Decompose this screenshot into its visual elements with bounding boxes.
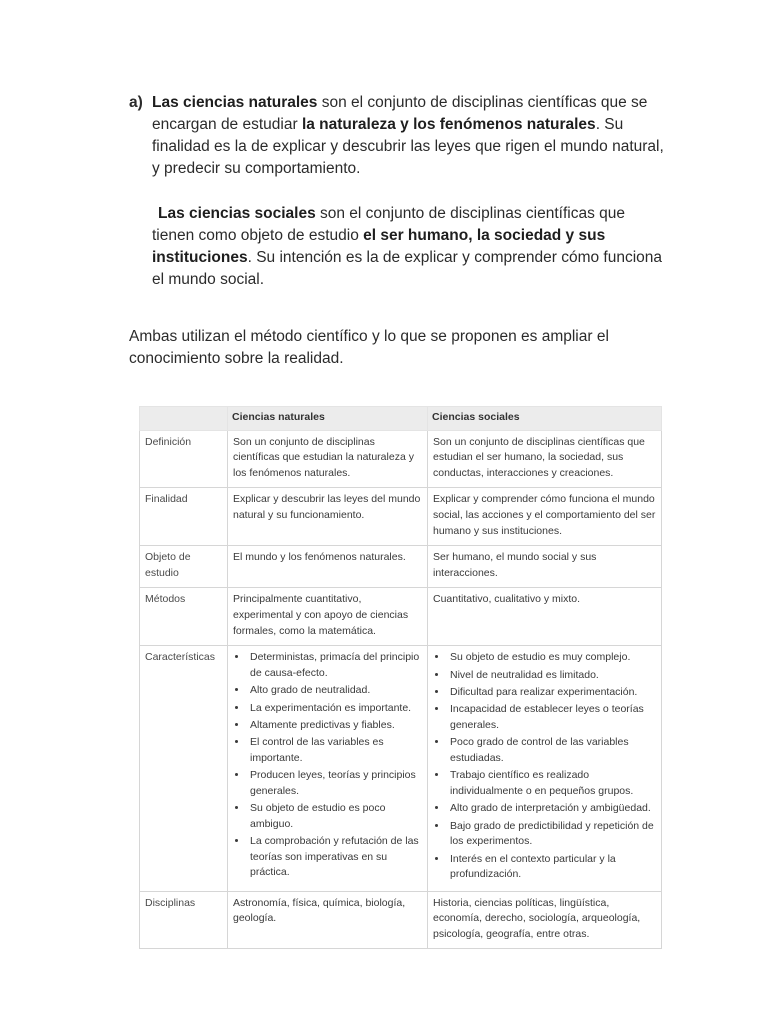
table-row (140, 488, 662, 546)
text-span: son el conjunto de disciplinas científicas que tienen como objeto de estudio (152, 205, 626, 244)
table-row (140, 546, 662, 588)
term-human-society: el ser humano, la sociedad y sus instituciones (152, 227, 606, 266)
list-item: • Trabajo científico es realizado individualmente o en pequeños grupos. (448, 768, 656, 799)
table-header-row (140, 407, 662, 431)
comparison-table-wrapper (139, 406, 661, 949)
table-row (140, 588, 662, 646)
list-item: • Su objeto de estudio es poco ambiguo. (248, 801, 422, 832)
table-row (140, 430, 662, 488)
list-item: • La experimentación es importante. (248, 701, 422, 717)
list-item-a (129, 92, 669, 314)
list-item: • Altamente predictivas y fiables. (248, 718, 422, 734)
cell-natural: Astronomía, física, química, biología, geología. (228, 891, 428, 949)
term-social-sciences: Las ciencias sociales (158, 205, 316, 222)
cell-social: Cuantitativo, cualitativo y mixto. (428, 588, 662, 646)
term-natural-sciences: Las ciencias naturales (152, 94, 318, 111)
list-item: • Interés en el contexto particular y la profundización. (448, 852, 656, 883)
list-item: • Su objeto de estudio es muy complejo. (448, 650, 656, 666)
text-span: . Su finalidad es la de explicar y descubrir las leyes que rigen el mundo natural, y predecir su comportamiento. (152, 116, 664, 177)
bullet-list-social (433, 650, 656, 883)
header-natural-sciences: Ciencias naturales (228, 407, 428, 431)
list-item: • Nivel de neutralidad es limitado. (448, 668, 656, 684)
row-label: Disciplinas (140, 891, 228, 949)
paragraph-social-sciences (152, 203, 669, 291)
cell-social: Explicar y comprender cómo funciona el mundo social, las acciones y el comportamiento del ser humano y sus instituciones. (428, 488, 662, 546)
list-item: • La comprobación y refutación de las teorías son imperativas en su práctica. (248, 834, 422, 881)
text-span: . Su intención es la de explicar y comprender cómo funciona el mundo social. (152, 249, 663, 288)
row-label: Objeto de estudio (140, 546, 228, 588)
cell-natural: Son un conjunto de disciplinas científicas que estudian la naturaleza y los fenómenos naturales. (228, 430, 428, 488)
list-item: • Dificultad para realizar experimentación. (448, 685, 656, 701)
list-item: • Alto grado de interpretación y ambigüedad. (448, 801, 656, 817)
list-item: • Incapacidad de establecer leyes o teorías generales. (448, 702, 656, 733)
summary-paragraph: Ambas utilizan el método científico y lo que se proponen es ampliar el conocimiento sobre la realidad. (129, 328, 609, 367)
list-item: • Deterministas, primacía del principio de causa-efecto. (248, 650, 422, 681)
cell-natural (228, 646, 428, 891)
row-label: Definición (140, 430, 228, 488)
bullet-list-natural (233, 650, 422, 881)
cell-natural: Principalmente cuantitativo, experimental y con apoyo de ciencias formales, como la matemática. (228, 588, 428, 646)
list-item: • El control de las variables es importante. (248, 735, 422, 766)
table-row (140, 646, 662, 891)
list-item: • Alto grado de neutralidad. (248, 683, 422, 699)
comparison-table (139, 406, 662, 949)
term-nature-phenomena: la naturaleza y los fenómenos naturales (301, 116, 596, 133)
text-span: son el conjunto de disciplinas científicas que se encargan de estudiar (152, 94, 648, 133)
cell-social: Son un conjunto de disciplinas científicas que estudian el ser humano, la sociedad, sus conductas, interacciones y creaciones. (428, 430, 662, 488)
cell-social: Ser humano, el mundo social y sus interacciones. (428, 546, 662, 588)
document-body (129, 92, 669, 370)
row-label: Finalidad (140, 488, 228, 546)
header-empty (140, 407, 228, 431)
list-marker: a) (129, 94, 143, 111)
list-item-body (152, 92, 669, 314)
header-social-sciences: Ciencias sociales (428, 407, 662, 431)
cell-social (428, 646, 662, 891)
paragraph-natural-sciences (152, 92, 669, 180)
list-item: • Producen leyes, teorías y principios generales. (248, 768, 422, 799)
row-label: Métodos (140, 588, 228, 646)
cell-social: Historia, ciencias políticas, lingüística, economía, derecho, sociología, arqueología, psicología, geografía, entre otras. (428, 891, 662, 949)
list-item: • Poco grado de control de las variables estudiadas. (448, 735, 656, 766)
cell-natural: Explicar y descubrir las leyes del mundo natural y su funcionamiento. (228, 488, 428, 546)
list-item: • Bajo grado de predictibilidad y repetición de los experimentos. (448, 819, 656, 850)
cell-natural: El mundo y los fenómenos naturales. (228, 546, 428, 588)
row-label: Características (140, 646, 228, 891)
table-row (140, 891, 662, 949)
